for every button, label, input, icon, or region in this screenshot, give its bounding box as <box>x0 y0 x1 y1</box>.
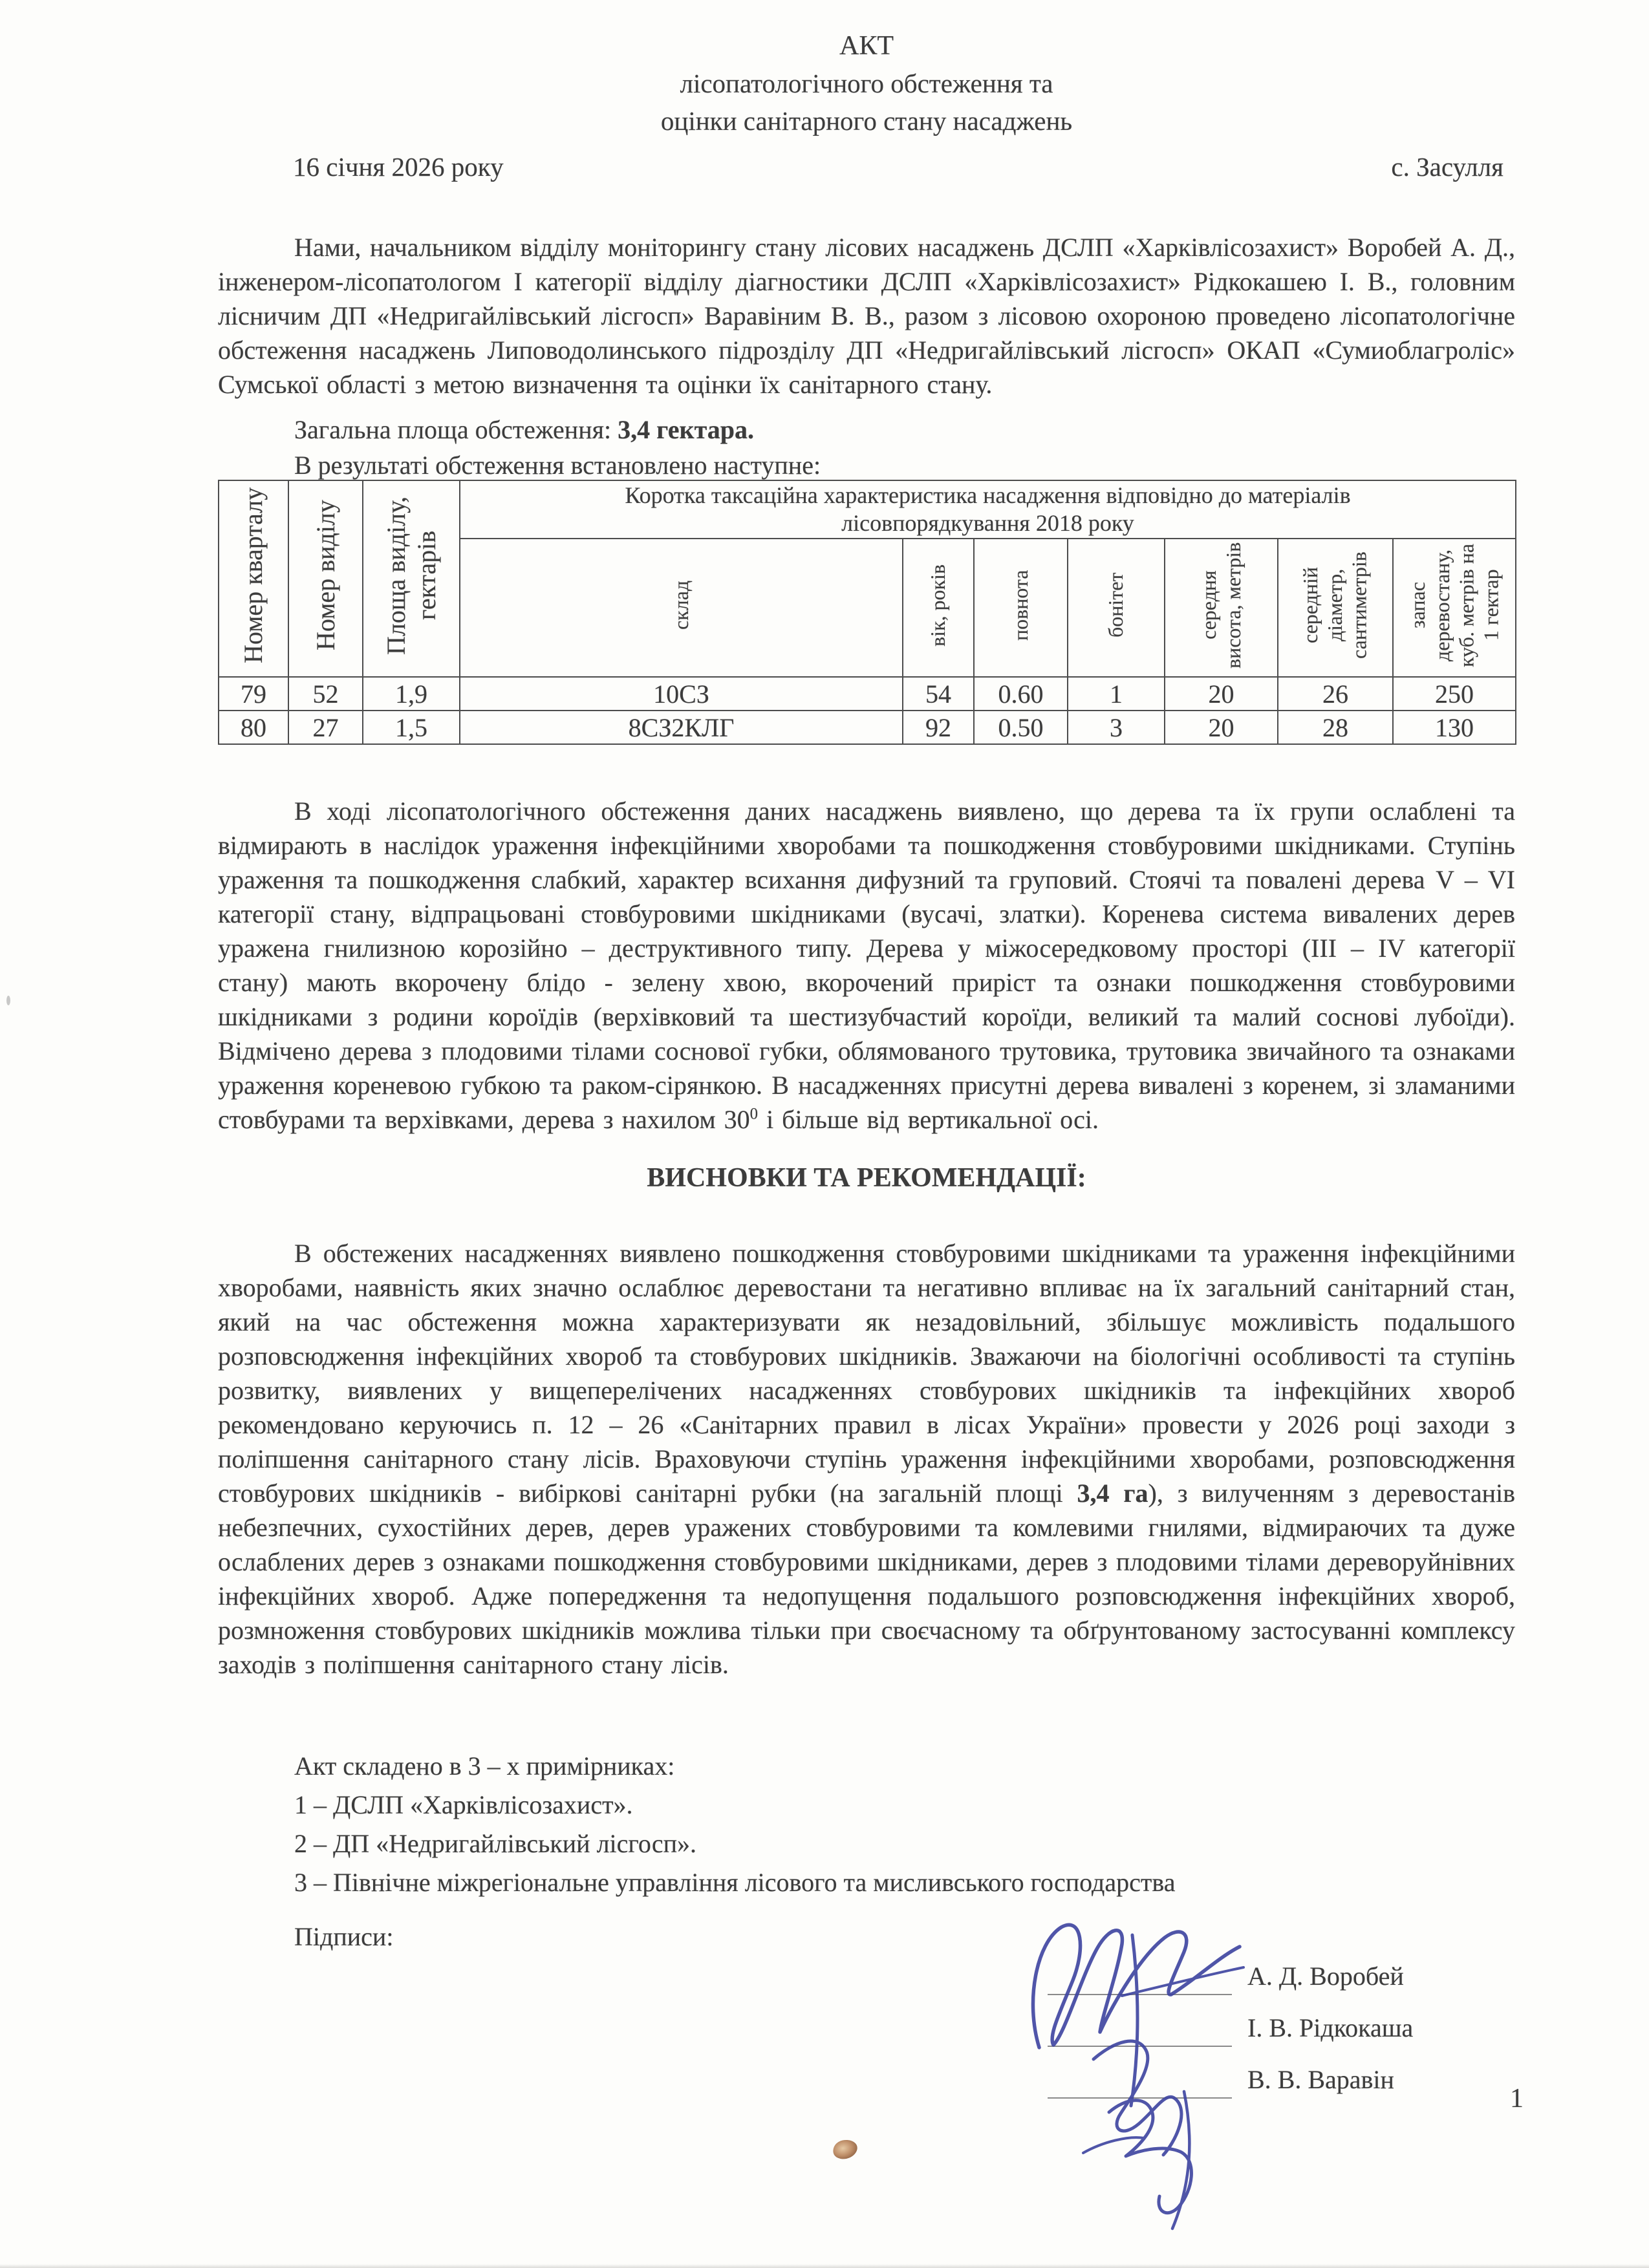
document-date: 16 січня 2026 року <box>293 152 504 182</box>
signatory-name: І. В. Рідкокаша <box>1247 2013 1414 2042</box>
cell-density: 0.60 <box>974 677 1068 711</box>
findings-text-end: і більше від вертикальної осі. <box>758 1105 1099 1134</box>
cell-composition: 10СЗ <box>460 677 903 711</box>
group-header-line-1: Коротка таксаційна характеристика насадження відповідно до матеріалів <box>625 482 1351 508</box>
survey-area-value: 3,4 гектара. <box>618 415 754 444</box>
cell-quarter: 79 <box>219 677 288 711</box>
taxation-table <box>218 480 1516 745</box>
conclusions-text-end: ), з вилученням з деревостанів небезпечних, сухостійних дерев, дерев уражених стовбуровими та комлевими гнилями, відмираючих та дуже ослаблених дерев з ознаками пошкодження стовбуровими шкідниками, дерев з плодовими тілами дереворуйнівних інфекційних хвороб. Адже попередження та недопущення подальшого розповсюдження інфекційних хвороб, розмноження стовбурових шкідників можлива тільки при своєчасному та обґрунтованому застосуванні комплексу заходів з поліпшення санітарного стану лісів. <box>218 1479 1516 1679</box>
cell-height: 20 <box>1165 711 1278 744</box>
conclusions-text: В обстежених насадженнях виявлено пошкодження стовбуровими шкідниками та ураження інфекційними хворобами, наявність яких значно ослаблює деревостани та негативно впливає на їх загальний санітарний стан, який на час обстеження можна характеризувати як незадовільний, збільшує можливість подальшого розповсюдження інфекційних хвороб та стовбурових шкідників. Зважаючи на біологічні особливості та ступінь розвитку, виявлених у вищеперелічених насадженнях стовбурових шкідників та інфекційних хвороб рекомендовано керуючись п. 12 – 26 «Санітарних правил в лісах України» провести у 2026 році заходи з поліпшення санітарного стану лісів. Враховуючи ступінь ураження інфекційними хворобами, розповсюдження стовбурових шкідників - вибіркові санітарні рубки (на загальній площі <box>218 1239 1515 1508</box>
cell-density: 0.50 <box>974 711 1068 744</box>
table-row <box>219 677 1516 711</box>
table-row <box>219 711 1516 744</box>
copy-item: 2 – ДП «Недригайлівський лісгосп». <box>294 1829 696 1858</box>
survey-result-line: В результаті обстеження встановлено наступне: <box>294 451 821 480</box>
signature-row <box>1048 1995 1413 2047</box>
signature-line <box>1048 1994 1232 2047</box>
cell-diameter: 28 <box>1278 711 1393 744</box>
survey-area-line <box>218 415 1515 445</box>
intro-paragraph: Нами, начальником відділу моніторингу стану лісових насаджень ДСЛП «Харківлісозахист» Воробей А. Д., інженером-лісопатологом І категорії відділу діагностики ДСЛП «Харківлісозахист» Рідкокашею І. В., головним лісничим ДП «Недригайлівський лісгосп» Варавіним В. В., разом з лісовою охороною проведено лісопатологічне обстеження насаджень Липоводолинського підрозділу ДП «Недригайлівський лісгосп» ОКАП «Сумиоблагроліс» Сумської області з метою визначення та оцінки їх санітарного стану. <box>218 233 1515 399</box>
signature-block <box>1048 1943 1413 2099</box>
degree-superscript: 0 <box>749 1105 759 1123</box>
cell-diameter: 26 <box>1278 677 1393 711</box>
conclusions-heading: ВИСНОВКИ ТА РЕКОМЕНДАЦІЇ: <box>647 1163 1086 1193</box>
cell-age: 92 <box>903 711 974 744</box>
page-number: 1 <box>1510 2084 1524 2113</box>
conclusions-area-bold: 3,4 га <box>1077 1479 1148 1508</box>
cell-age: 54 <box>903 677 974 711</box>
col-header-avg-diameter: середній діаметр, сантиметрів <box>1278 539 1393 677</box>
group-header-taxation <box>460 480 1516 539</box>
cell-height: 20 <box>1165 677 1278 711</box>
cell-composition: 8СЗ2КЛГ <box>460 711 903 744</box>
conclusions-paragraph <box>218 1236 1515 1682</box>
findings-paragraph <box>218 794 1515 1137</box>
col-header-composition: склад <box>460 539 903 677</box>
findings-text: В ході лісопатологічного обстеження даних насаджень виявлено, що дерева та їх групи ослаблені та відмирають в наслідок ураження інфекційними хворобами та пошкодження стовбуровими шкідниками. Ступінь ураження та пошкодження слабкий, характер всихання дифузний та груповий. Стоячі та повалені дерева V – VI категорії стану, відпрацьовані стовбуровими шкідниками (вусачі, златки). Коренева система вивалених дерев уражена гнилизною корозійно – деструктивного типу. Дерева у міжосередковому просторі (ІІІ – ІV категорії стану) мають вкорочену блідо - зелену хвою, вкорочений приріст та ознаки пошкодження стовбуровими шкідниками з родини короїдів (верхівковий та шестизубчастий короїди, великий та малий соснові лубоїди). Відмічено дерева з плодовими тілами соснової губки, облямованого трутовика, трутовика звичайного та ознаками ураження кореневою губкою та раком-сірянкою. В насадженнях присутні дерева вивалені з коренем, зі зламаними стовбурами та верхівками, дерева з нахилом 30 <box>218 797 1515 1134</box>
signatory-name: В. В. Варавін <box>1247 2065 1394 2094</box>
copies-intro: Акт складено в 3 – х примірниках: <box>294 1751 675 1781</box>
col-header-stock: запас деревостану, куб. метрів на 1 гектар <box>1393 539 1516 677</box>
signatory-name: А. Д. Воробей <box>1247 1962 1404 1991</box>
scan-speck <box>6 996 10 1005</box>
group-header-line-2: лісовпорядкування 2018 року <box>841 510 1134 536</box>
cell-plot: 27 <box>288 711 363 744</box>
copy-item: 1 – ДСЛП «Харківлісозахист». <box>294 1790 633 1819</box>
col-header-bonitet: бонітет <box>1068 539 1165 677</box>
col-header-plot-number: Номер виділу <box>288 480 363 677</box>
cell-area: 1,5 <box>363 711 460 744</box>
title-line-3: оцінки санітарного стану насаджень <box>660 106 1073 136</box>
survey-area-label: Загальна площа обстеження: <box>294 415 618 444</box>
col-header-plot-area: Площа виділу, гектарів <box>363 480 460 677</box>
col-header-quarter-number: Номер кварталу <box>219 480 288 677</box>
signature-row <box>1048 2047 1413 2099</box>
signature-line <box>1048 2046 1232 2099</box>
cell-bonitet: 3 <box>1068 711 1165 744</box>
col-header-avg-height: середня висота, метрів <box>1165 539 1278 677</box>
title-line-1: АКТ <box>839 31 894 61</box>
cell-plot: 52 <box>288 677 363 711</box>
stain-mark <box>831 2137 859 2161</box>
signature-line <box>1048 1942 1232 1995</box>
cell-area: 1,9 <box>363 677 460 711</box>
col-header-density: повнота <box>974 539 1068 677</box>
copy-item: 3 – Північне міжрегіональне управління лісового та мисливського господарства <box>294 1868 1176 1897</box>
title-line-2: лісопатологічного обстеження та <box>680 69 1053 98</box>
document-title <box>218 27 1515 140</box>
document-place: с. Засулля <box>1391 152 1503 182</box>
signature-row <box>1048 1943 1413 1995</box>
dateline <box>218 151 1515 182</box>
cell-bonitet: 1 <box>1068 677 1165 711</box>
cell-quarter: 80 <box>219 711 288 744</box>
copies-block <box>218 1747 1515 1902</box>
cell-stock: 250 <box>1393 677 1516 711</box>
col-header-age: вік, років <box>903 539 974 677</box>
cell-stock: 130 <box>1393 711 1516 744</box>
signatures-label: Підписи: <box>294 1922 394 1951</box>
